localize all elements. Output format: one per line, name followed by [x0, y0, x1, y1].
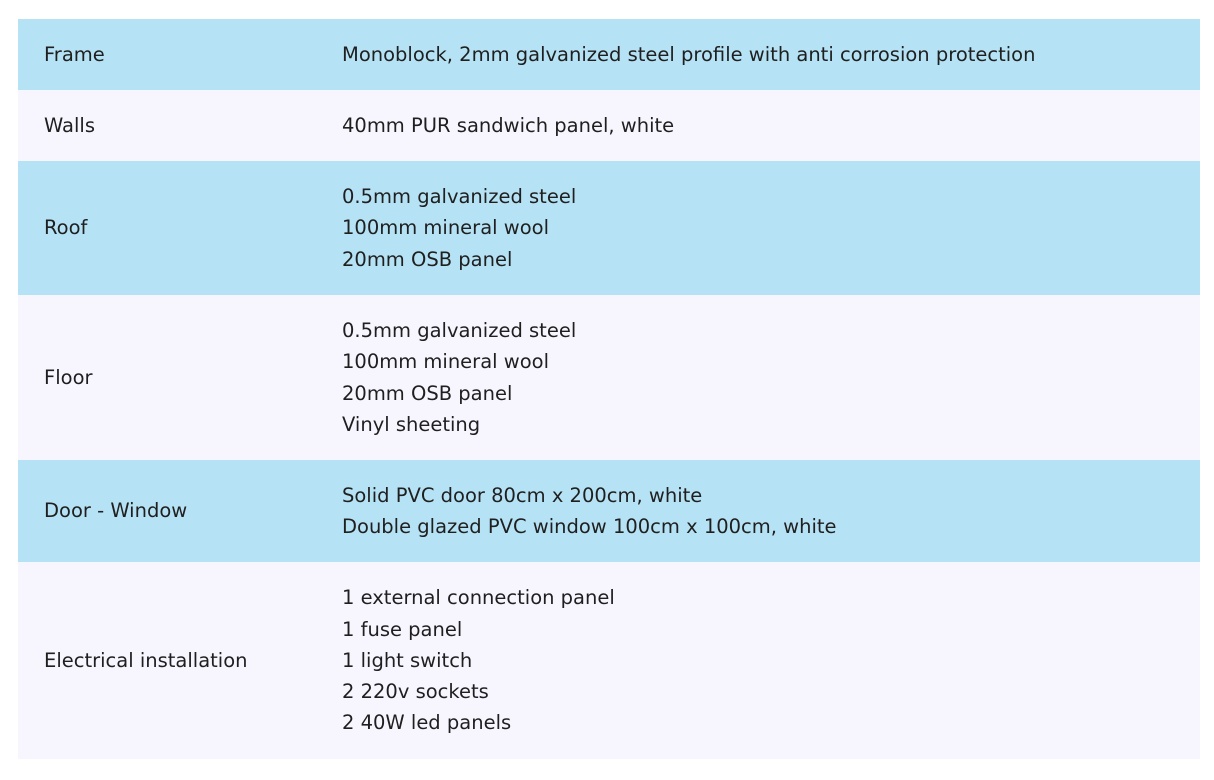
table-row-roof	[18, 161, 1200, 295]
spec-line: 1 light switch	[342, 648, 473, 672]
spec-line: 2 40W led panels	[342, 711, 512, 735]
spec-line: 1 external connection panel	[342, 586, 615, 610]
specifications-table	[18, 19, 1200, 759]
spec-line: 2 220v sockets	[342, 680, 489, 704]
spec-line: Solid PVC door 80cm x 200cm, white	[342, 483, 703, 507]
spec-label-frame: Frame	[44, 42, 105, 66]
table-row-electrical	[18, 562, 1200, 759]
spec-label-floor: Floor	[44, 365, 93, 389]
spec-line: 0.5mm galvanized steel	[342, 318, 577, 342]
spec-label-roof: Roof	[44, 216, 88, 240]
table-row-walls	[18, 90, 1200, 161]
spec-line: Monoblock, 2mm galvanized steel profile with anti corrosion protection	[342, 42, 1036, 66]
spec-label-door-window: Door - Window	[44, 499, 188, 523]
table-row-frame	[18, 19, 1200, 90]
spec-value-roof	[342, 161, 1200, 295]
spec-line: 20mm OSB panel	[342, 381, 513, 405]
spec-line: 100mm mineral wool	[342, 350, 549, 374]
spec-value-electrical	[342, 562, 1200, 759]
spec-label-electrical: Electrical installation	[44, 648, 248, 672]
table-row-door-window	[18, 460, 1200, 562]
spec-line: 0.5mm galvanized steel	[342, 185, 577, 209]
table-row-floor	[18, 295, 1200, 460]
spec-value-walls	[342, 90, 1200, 161]
spec-line: Vinyl sheeting	[342, 412, 481, 436]
spec-line: 1 fuse panel	[342, 617, 463, 641]
spec-value-frame	[342, 19, 1200, 90]
spec-label-walls: Walls	[44, 113, 95, 137]
spec-line: 40mm PUR sandwich panel, white	[342, 113, 675, 137]
spec-value-door-window	[342, 460, 1200, 562]
spec-line: 100mm mineral wool	[342, 216, 549, 240]
spec-line: Double glazed PVC window 100cm x 100cm, white	[342, 515, 837, 538]
spec-line: 20mm OSB panel	[342, 247, 513, 271]
spec-value-floor	[342, 295, 1200, 460]
